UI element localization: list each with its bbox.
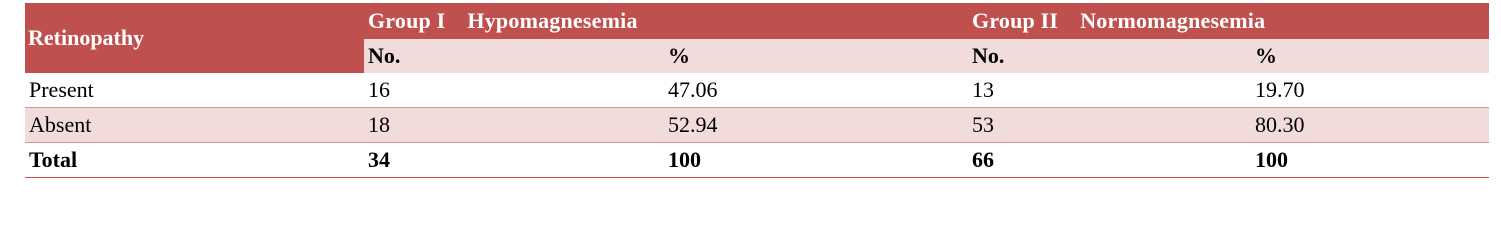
cell-group2-no: 13	[968, 73, 1251, 108]
retinopathy-table	[25, 3, 1489, 178]
table-row-total	[25, 143, 1489, 178]
header-row-groups	[25, 3, 1489, 39]
subheader-pct-2: %	[1251, 39, 1489, 73]
cell-group2-pct: 100	[1251, 143, 1489, 178]
group-header-2	[968, 3, 1489, 39]
cell-group2-pct: 19.70	[1251, 73, 1489, 108]
cell-group2-no: 66	[968, 143, 1251, 178]
cell-group1-no: 16	[364, 73, 664, 108]
group-1-label: Hypomagnesemia	[467, 8, 638, 33]
cell-group1-pct: 100	[664, 143, 968, 178]
cell-group1-no: 34	[364, 143, 664, 178]
group-2-label: Normomagnesemia	[1080, 8, 1266, 33]
row-label: Total	[25, 143, 364, 178]
table-row-present	[25, 73, 1489, 108]
group-2-name: Group II	[972, 8, 1059, 33]
cell-group1-pct: 47.06	[664, 73, 968, 108]
subheader-no-1: No.	[364, 39, 664, 73]
table-row-absent	[25, 108, 1489, 143]
cell-group2-no: 53	[968, 108, 1251, 143]
cell-group1-pct: 52.94	[664, 108, 968, 143]
cell-group2-pct: 80.30	[1251, 108, 1489, 143]
cell-group1-no: 18	[364, 108, 664, 143]
group-1-name: Group I	[368, 8, 446, 33]
group-header-1	[364, 3, 968, 39]
subheader-pct-1: %	[664, 39, 968, 73]
row-label: Present	[25, 73, 364, 108]
row-header-retinopathy: Retinopathy	[25, 3, 364, 73]
row-label: Absent	[25, 108, 364, 143]
subheader-no-2: No.	[968, 39, 1251, 73]
